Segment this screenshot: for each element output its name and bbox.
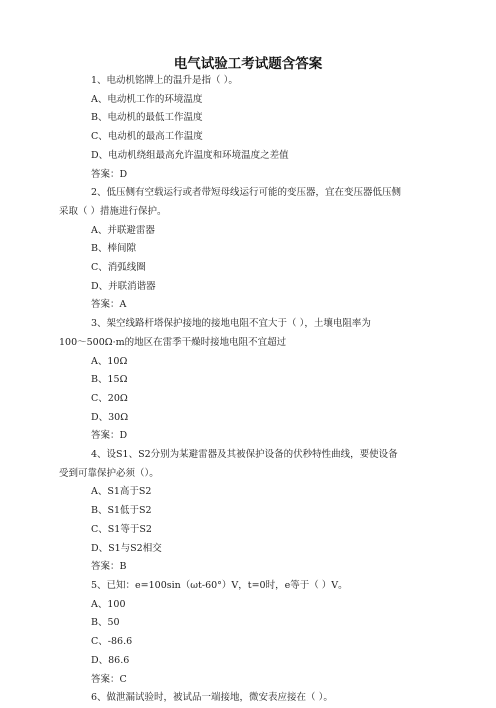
text-line: C、消弧线圈 <box>91 262 146 274</box>
text-line: B、棒间隙 <box>91 243 136 255</box>
text-line: C、S1等于S2 <box>91 523 152 535</box>
text-line: 答案：D <box>91 430 128 442</box>
text-line: 3、架空线路杆塔保护接地的接地电阻不宜大于（ ），土壤电阻率为 <box>91 318 371 330</box>
text-line: 答案：B <box>91 561 127 573</box>
text-line: C、电动机的最高工作温度 <box>91 131 203 143</box>
text-line: 采取（ ）措施进行保护。 <box>59 205 167 217</box>
text-line: D、86.6 <box>91 654 130 666</box>
text-line: D、电动机绕组最高允许温度和环境温度之差值 <box>91 149 289 161</box>
text-line: 答案：C <box>91 673 127 685</box>
text-line: 2、低压侧有空载运行或者带短母线运行可能的变压器，宜在变压器低压侧 <box>91 187 402 199</box>
text-line: D、并联消谐器 <box>91 280 156 292</box>
text-line: A、并联避雷器 <box>91 224 155 236</box>
text-line: D、30Ω <box>91 411 129 423</box>
text-line: A、电动机工作的环境温度 <box>91 93 203 105</box>
text-line: A、S1高于S2 <box>91 486 152 498</box>
text-line: C、20Ω <box>91 392 128 404</box>
text-line: C、-86.6 <box>91 636 133 648</box>
text-line: A、100 <box>91 598 126 610</box>
text-line: B、S1低于S2 <box>91 505 152 517</box>
text-line: 受到可靠保护必须（）。 <box>59 467 159 479</box>
text-line: 4、设S1、S2分别为某避雷器及其被保护设备的伏秒特性曲线，要使设备 <box>91 449 398 461</box>
text-line: A、10Ω <box>91 355 128 367</box>
question-list <box>59 72 425 708</box>
document-title: 电气试验工考试题含答案 <box>173 56 323 72</box>
text-line: B、15Ω <box>91 374 128 386</box>
text-line: 5、已知：e=100sin（ωt-60°）V，t=0时，e等于（ ）V。 <box>91 579 348 591</box>
text-line: D、S1与S2相交 <box>91 542 162 554</box>
text-line: 6、做泄漏试验时，被试品一端接地，微安表应接在（ ）。 <box>91 692 333 704</box>
text-line: 答案：D <box>91 168 128 180</box>
text-line: 1、电动机铭牌上的温升是指（ ）。 <box>91 75 238 86</box>
text-line: B、50 <box>91 617 120 629</box>
text-line: 100～500Ω·m的地区在雷季干燥时接地电阻不宜超过 <box>59 336 287 348</box>
text-line: 答案：A <box>91 299 127 311</box>
text-line: B、电动机的最低工作温度 <box>91 112 203 124</box>
